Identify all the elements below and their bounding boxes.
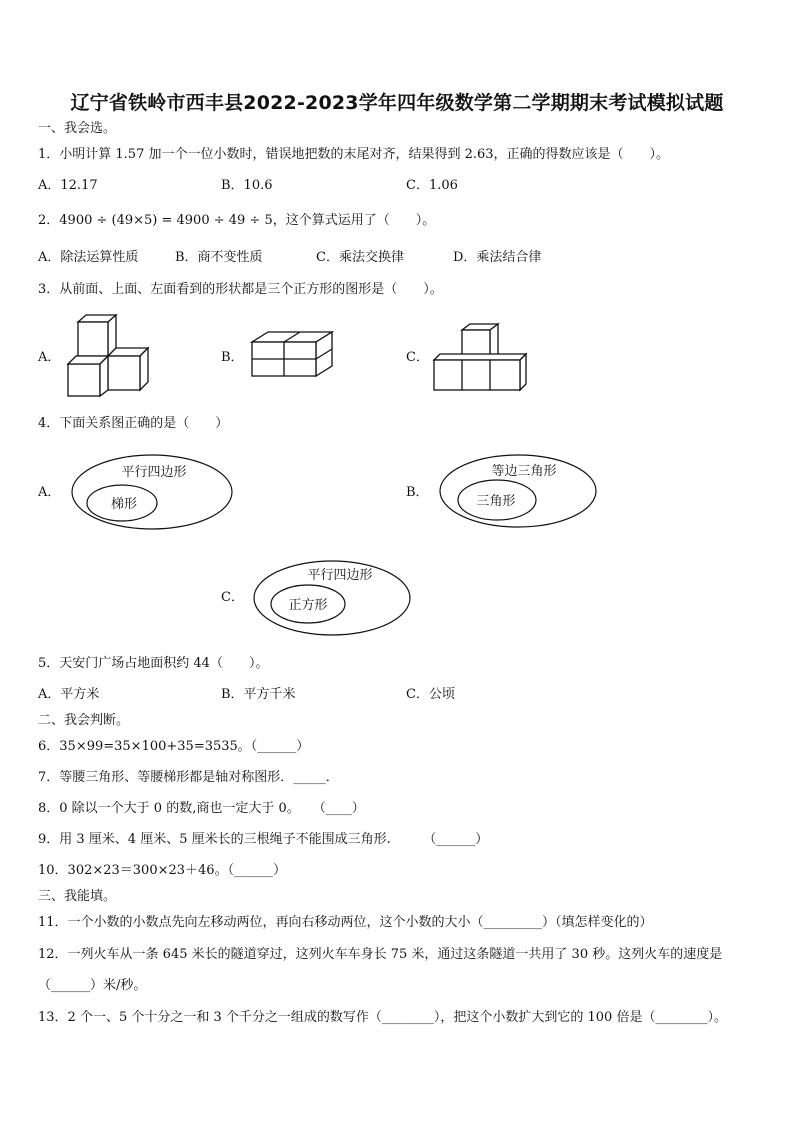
venn-a-outer-label: 平行四边形 <box>121 465 187 480</box>
q3-option-b: B． <box>221 350 244 365</box>
cube-figure-c <box>428 320 532 394</box>
q1-option-c: C．1.06 <box>406 178 458 193</box>
q1-option-b: B．10.6 <box>221 178 273 193</box>
q11-text: 11．一个小数的小数点先向左移动两位，再向右移动两位，这个小数的大小（_________）（填怎样变化的） <box>38 915 653 930</box>
page-title: 辽宁省铁岭市西丰县2022-2023学年四年级数学第二学期期末考试模拟试题 <box>70 92 724 114</box>
q5-option-c: C．公顷 <box>406 687 455 702</box>
section-2-heading: 二、我会判断。 <box>38 713 130 728</box>
q4-option-a: A． <box>38 485 61 500</box>
q5-text: 5．天安门广场占地面积约 44（ ）。 <box>38 656 269 671</box>
q5-option-a: A．平方米 <box>38 687 100 702</box>
cube-figure-b <box>248 328 340 380</box>
q1-text: 1．小明计算 1.57 加一个一位小数时，错误地把数的末尾对齐，结果得到 2.63，正确的得数应该是（ ）。 <box>38 147 670 162</box>
q1-option-a: A．12.17 <box>38 178 98 193</box>
q2-text: 2．4900 ÷ (49×5) = 4900 ÷ 49 ÷ 5，这个算式运用了（ ）。 <box>38 213 436 228</box>
venn-a-inner-label: 梯形 <box>110 497 138 512</box>
q13-text: 13．2 个一、5 个十分之一和 3 个千分之一组成的数写作（________），把这个小数扩大到它的 100 倍是（________）。 <box>38 1010 727 1025</box>
q6-text: 6．35×99=35×100+35=3535。（______） <box>38 739 310 754</box>
q9-text: 9．用 3 厘米、4 厘米、5 厘米长的三根绳子不能围成三角形. （______） <box>38 832 489 847</box>
q10-text: 10．302×23＝300×23＋46。（______） <box>38 863 287 878</box>
q12-text-line2: （______）米/秒。 <box>38 978 147 993</box>
q5-option-b: B．平方千米 <box>221 687 296 702</box>
venn-diagram-a <box>70 452 236 532</box>
q3-text: 3．从前面、上面、左面看到的形状都是三个正方形的图形是（ ）。 <box>38 282 443 297</box>
q2-option-c: C．乘法交换律 <box>316 250 404 265</box>
cube-figure-a <box>62 312 158 400</box>
section-1-heading: 一、我会选。 <box>38 121 117 136</box>
q2-option-a: A．除法运算性质 <box>38 250 139 265</box>
q3-option-c: C． <box>406 350 429 365</box>
venn-c-inner-label: 正方形 <box>288 598 328 613</box>
q4-text: 4．下面关系图正确的是（ ） <box>38 416 229 431</box>
venn-b-inner-label: 三角形 <box>476 494 516 509</box>
q3-option-a: A． <box>38 350 61 365</box>
venn-b-outer-label: 等边三角形 <box>491 464 557 479</box>
q8-text: 8．0 除以一个大于 0 的数,商也一定大于 0。 （____） <box>38 801 365 816</box>
venn-diagram-b <box>438 452 600 532</box>
q7-text: 7．等腰三角形、等腰梯形都是轴对称图形．_____． <box>38 770 339 785</box>
section-3-heading: 三、我能填。 <box>38 889 117 904</box>
venn-diagram-c <box>252 558 412 638</box>
q2-option-b: B．商不变性质 <box>175 250 263 265</box>
q2-option-d: D．乘法结合律 <box>453 250 542 265</box>
q4-option-b: B． <box>406 485 429 500</box>
venn-c-outer-label: 平行四边形 <box>307 568 373 583</box>
q4-option-c: C． <box>221 590 244 605</box>
q12-text-line1: 12．一列火车从一条 645 米长的隧道穿过，这列火车车身长 75 米，通过这条隧道一共用了 30 秒。这列火车的速度是 <box>38 947 723 962</box>
